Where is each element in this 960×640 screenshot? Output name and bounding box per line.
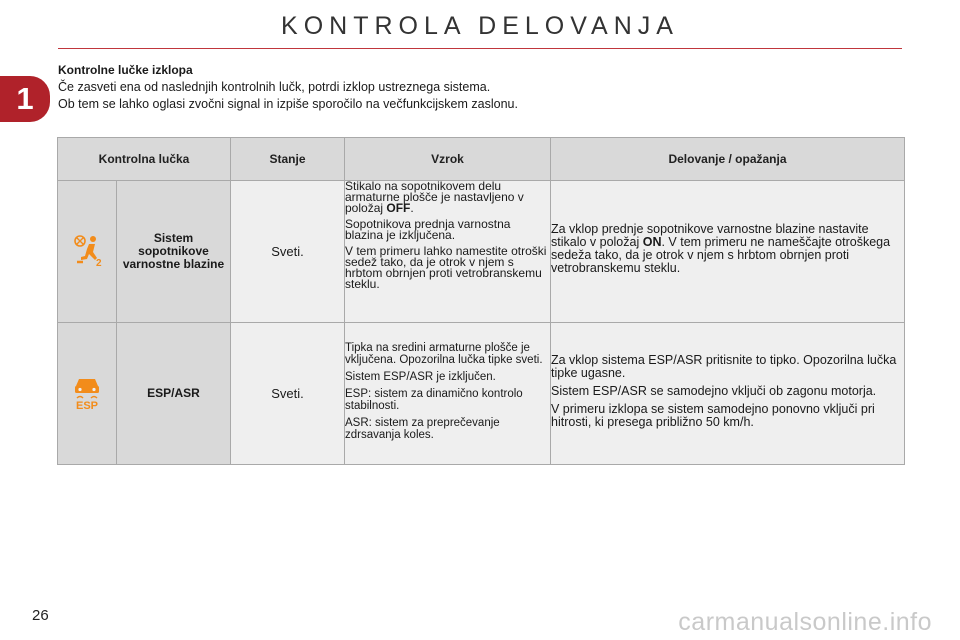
lamp-cause	[345, 181, 551, 323]
intro-line-2: Ob tem se lahko oglasi zvočni signal in izpiše sporočilo na večfunkcijskem zaslonu.	[58, 97, 518, 111]
cause-paragraph	[345, 181, 550, 214]
passenger-airbag-off-icon	[69, 232, 105, 271]
lamp-name: Sistem sopotnikove varnostne blazine	[117, 181, 231, 323]
action-paragraph: V primeru izklopa se sistem samodejno ponovno vključi pri hitrosti, ki presega približno 50 km/h.	[551, 401, 875, 429]
cause-text-end: .	[410, 201, 414, 215]
cause-paragraph: ASR: sistem za preprečevanje zdrsavanja koles.	[345, 416, 500, 441]
action-paragraph	[551, 223, 904, 275]
cause-paragraph: Sopotnikova prednja varnostna blazina je izključena.	[345, 217, 511, 242]
intro-heading: Kontrolne lučke izklopa	[58, 63, 193, 77]
intro-line-1: Če zasveti ena od naslednjih kontrolnih lučk, potrdi izklop ustreznega sistema.	[58, 80, 491, 94]
action-text: Za vklop prednje sopotnikove varnostne blazine nastavite stikalo v položaj	[551, 222, 869, 249]
lamp-name: ESP/ASR	[117, 323, 231, 465]
warning-lamps-table	[57, 137, 905, 465]
action-paragraph: Za vklop sistema ESP/ASR pritisnite to tipko. Opozorilna lučka tipke ugasne.	[551, 352, 897, 380]
action-paragraph: Sistem ESP/ASR se samodejno vključi ob zagonu motorja.	[551, 383, 877, 398]
cause-paragraph: Tipka na sredini armaturne plošče je vključena. Opozorilna lučka tipke sveti.	[345, 341, 543, 366]
lamp-icon-cell	[58, 181, 117, 323]
chapter-tab[interactable]: 1	[0, 76, 50, 122]
table-header-row	[58, 138, 905, 181]
page-title: KONTROLA DELOVANJA	[281, 12, 679, 40]
cause-paragraph: Sistem ESP/ASR je izključen.	[345, 370, 496, 383]
off-label: OFF	[386, 201, 411, 215]
title-divider	[58, 48, 902, 49]
action-text-end: . V tem primeru ne nameščajte otroškega sedeža tako, da je otrok v njem s hrbtom obrnjen proti vetrobranskemu steklu.	[551, 235, 891, 275]
esp-icon-label: ESP	[75, 400, 99, 410]
intro-section	[58, 62, 918, 113]
lamp-icon-cell	[58, 323, 117, 465]
lamp-action	[551, 323, 905, 465]
header-state: Stanje	[231, 138, 345, 181]
lamp-state: Sveti.	[231, 323, 345, 465]
watermark[interactable]: carmanualsonline.info	[678, 608, 932, 636]
table-row	[58, 323, 905, 465]
lamp-action	[551, 181, 905, 323]
lamp-cause	[345, 323, 551, 465]
cause-paragraph: V tem primeru lahko namestite otroški sedež tako, da je otrok v njem s hrbtom obrnjen proti vetrobranskemu steklu.	[345, 244, 547, 291]
table-row	[58, 181, 905, 323]
page-number: 26	[32, 607, 49, 624]
cause-text: Stikalo na sopotnikovem delu armaturne plošče je nastavljeno v položaj	[345, 179, 524, 215]
header-lamp: Kontrolna lučka	[58, 138, 231, 181]
header-action: Delovanje / opažanja	[551, 138, 905, 181]
on-label: ON	[642, 235, 662, 249]
lamp-state: Sveti.	[231, 181, 345, 323]
cause-paragraph: ESP: sistem za dinamično kontrolo stabilnosti.	[345, 387, 523, 412]
svg-text:2: 2	[96, 258, 102, 268]
esp-icon	[71, 374, 103, 413]
header-cause: Vzrok	[345, 138, 551, 181]
